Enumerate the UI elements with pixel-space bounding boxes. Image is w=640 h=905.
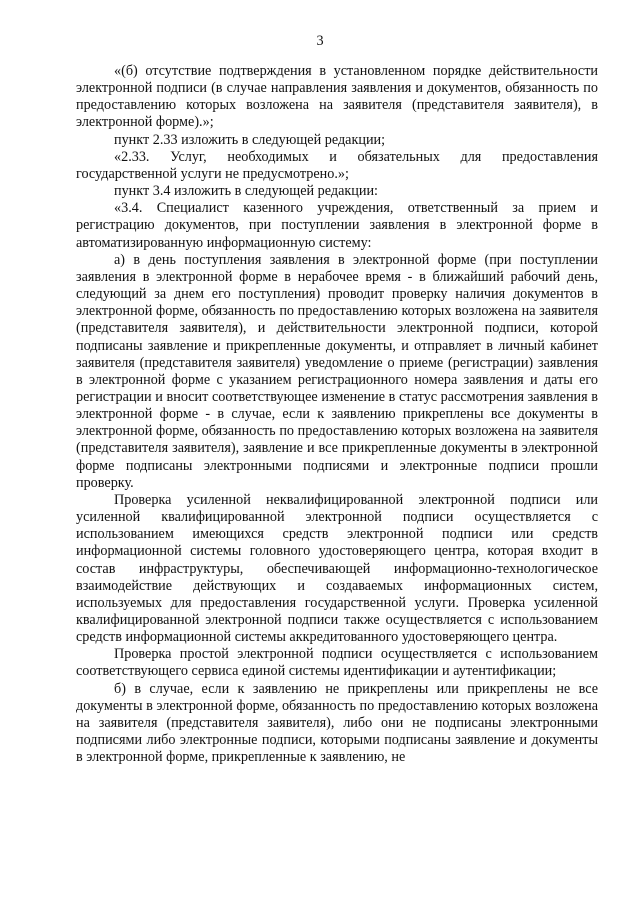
paragraph-subitem-b: б) в случае, если к заявлению не прикреплены или прикреплены не все документы в электронной форме, обязанность по предоставлению которых возложена на заявителя (представителя заявителя), либо они не подписаны электронными подписями либо электронные подписи, которыми подписаны заявление и документы в электронной форме, прикрепленные к заявлению, не — [76, 680, 598, 766]
paragraph-subitem-a: а) в день поступления заявления в электронной форме (при поступлении заявления в электронной форме в нерабочее время - в ближайший рабочий день, следующий за днем его поступления) проводит проверку наличия документов в электронной форме, обязанность по предоставлению которых возложена на заявителя (представителя заявителя), и действительности электронной подписи, которой подписаны заявление и прикрепленные документы, и отправляет в личный кабинет заявителя (представителя заявителя) уведомление о приеме (регистрации) заявления в электронной форме с указанием регистрационного номера заявления и даты его регистрации и вносит соответствующее изменение в статус рассмотрения заявления в электронной форме - в случае, если к заявлению прикреплены все документы в электронной форме, обязанность по предоставлению которых возложена на заявителя (представителя заявителя), заявление и все прикрепленные документы в электронной форме подписаны электронными подписями и электронные подписи прошли проверку. — [76, 251, 598, 491]
paragraph-enhanced-signature-check: Проверка усиленной неквалифицированной электронной подписи или усиленной квалифицированной электронной подписи осуществляется с использованием имеющихся средств электронной подписи или средств информационной системы головного удостоверяющего центра, которая входит в состав инфраструктуры, обеспечивающей информационно-технологическое взаимодействие действующих и создаваемых информационных систем, используемых для предоставления государственной услуги. Проверка усиленной квалифицированной электронной подписи также осуществляется с использованием средств информационной системы аккредитованного удостоверяющего центра. — [76, 491, 598, 646]
document-body — [76, 63, 598, 766]
paragraph-simple-signature-check: Проверка простой электронной подписи осуществляется с использованием соответствующего сервиса единой системы идентификации и аутентификации; — [76, 646, 598, 680]
paragraph-point-2-33-amendment: пункт 2.33 изложить в следующей редакции; — [114, 131, 386, 148]
paragraph-point-2-33-text: «2.33. Услуг, необходимых и обязательных для предоставления государственной услуги не предусмотрено.»; — [76, 148, 598, 182]
paragraph-point-3-4-amendment: пункт 3.4 изложить в следующей редакции: — [114, 183, 378, 200]
page-number: 3 — [316, 33, 324, 49]
paragraph-item-b-signature-confirmation: «(б) отсутствие подтверждения в установленном порядке действительности электронной подписи (в случае направления заявления и документов, обязанность по предоставлению которых возложена на заявителя (представителя заявителя), в электронной форме).»; — [76, 63, 598, 131]
paragraph-point-3-4-text: «3.4. Специалист казенного учреждения, ответственный за прием и регистрацию документов, при поступлении заявления в электронной форме в автоматизированную информационную систему: — [76, 200, 598, 251]
